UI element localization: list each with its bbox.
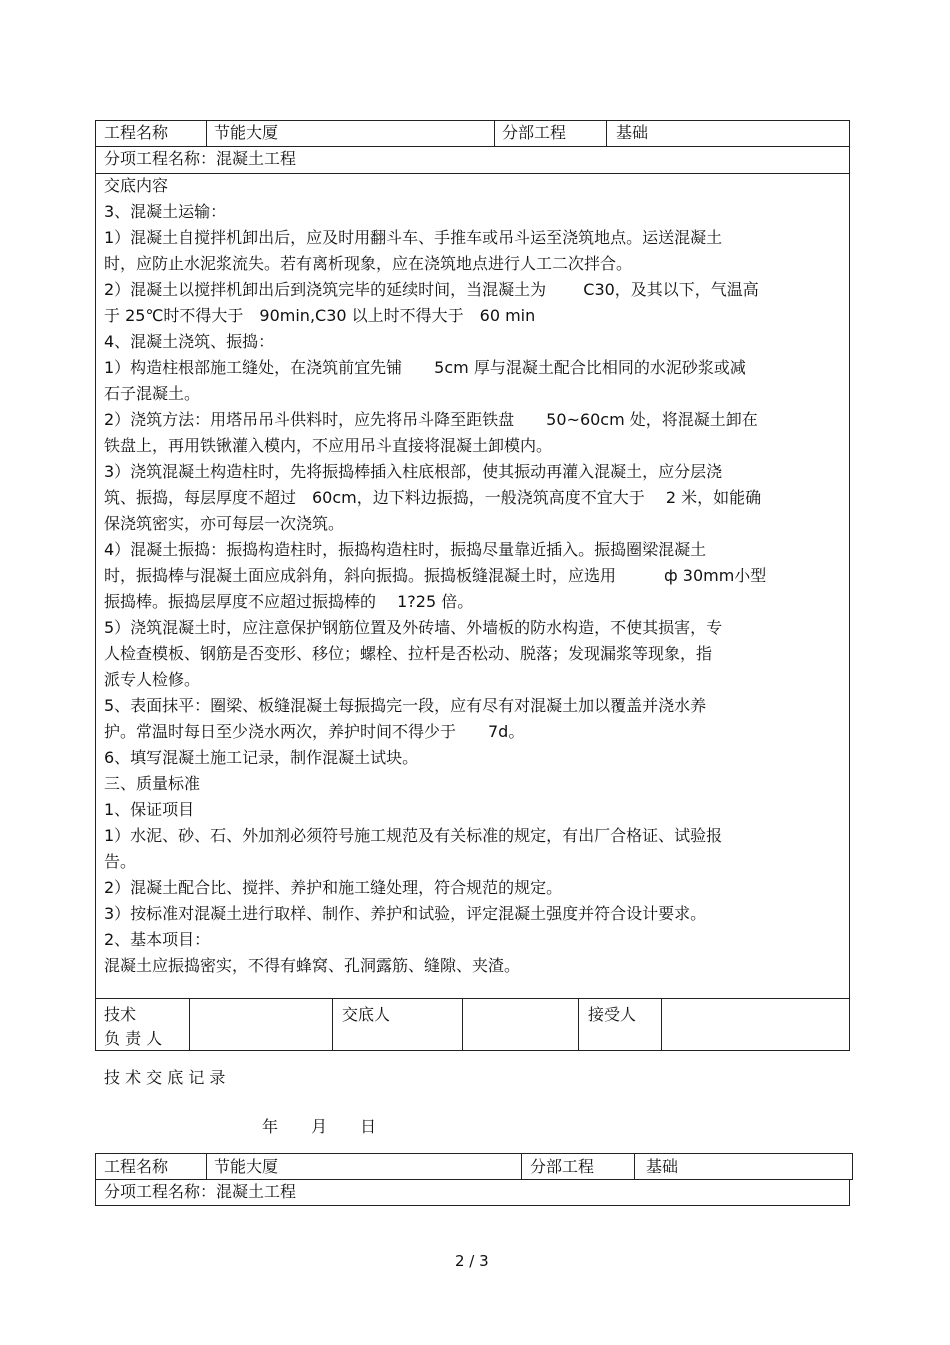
page-number: 2 / 3: [455, 1252, 489, 1270]
column-divider: [332, 998, 333, 1050]
content-line: 2）浇筑方法：用塔吊吊斗供料时，应先将吊斗降至距铁盘 50~60cm 处，将混凝土卸在: [104, 410, 758, 429]
row-divider: [96, 146, 849, 147]
disclosure-table: [95, 120, 850, 1051]
content-line: 三、质量标准: [104, 774, 201, 793]
content-line: 交底内容: [104, 176, 169, 195]
discloser-signature-field[interactable]: [465, 1001, 575, 1047]
content-line: 1、保证项目: [104, 800, 195, 819]
content-line: 铁盘上，再用铁锹灌入模内，不应用吊斗直接将混凝土卸模内。: [104, 436, 553, 455]
project-name-label: 工程名称: [104, 1157, 169, 1176]
content-line: 告。: [104, 852, 137, 871]
column-divider: [206, 1154, 207, 1179]
subitem-name: 分项工程名称：混凝土工程: [104, 149, 297, 168]
content-line: 6、填写混凝土施工记录，制作混凝土试块。: [104, 748, 419, 767]
content-line: 筑、振捣，每层厚度不超过 60cm，边下料边振捣，一般浇筑高度不宜大于 2 米，如能确: [104, 488, 762, 507]
column-divider: [462, 998, 463, 1050]
content-line: 振捣棒。振捣层厚度不应超过振捣棒的 1?25 倍。: [104, 592, 474, 611]
receiver-label: 接受人: [588, 1005, 637, 1024]
division-label: 分部工程: [530, 1157, 595, 1176]
content-line: 1）构造柱根部施工缝处，在浇筑前宜先铺 5cm 厚与混凝土配合比相同的水泥砂浆或减: [104, 358, 746, 377]
column-divider: [206, 121, 207, 146]
content-line: 1）水泥、砂、石、外加剂必须符号施工规范及有关标准的规定，有出厂合格证、试验报: [104, 826, 723, 845]
column-divider: [189, 998, 190, 1050]
content-line: 混凝土应振捣密实，不得有蜂窝、孔洞露筋、缝隙、夹渣。: [104, 956, 521, 975]
column-divider: [578, 998, 579, 1050]
subitem-row: [95, 1179, 850, 1206]
content-line: 4、混凝土浇筑、振捣：: [104, 332, 275, 351]
project-name-label: 工程名称: [104, 123, 169, 142]
column-divider: [494, 121, 495, 146]
tech-lead-label: 负 责 人: [104, 1029, 163, 1048]
tech-lead-label: 技术: [104, 1005, 137, 1024]
date-line: 年 月 日: [262, 1117, 381, 1136]
division-value: 基础: [616, 123, 649, 142]
row-divider: [96, 998, 849, 999]
content-line: 时，应防止水泥浆流失。若有离析现象，应在浇筑地点进行人工二次拌合。: [104, 254, 633, 273]
content-line: 2）混凝土以搅拌机卸出后到浇筑完毕的延续时间，当混凝土为 C30，及其以下，气温高: [104, 280, 759, 299]
content-line: 5）浇筑混凝土时，应注意保护钢筋位置及外砖墙、外墙板的防水构造，不使其损害，专: [104, 618, 723, 637]
receiver-signature-field[interactable]: [664, 1001, 844, 1047]
content-line: 护。常温时每日至少浇水两次，养护时间不得少于 7d。: [104, 722, 525, 741]
record-title: 技 术 交 底 记 录: [104, 1068, 226, 1087]
content-line: 5、表面抹平：圈梁、板缝混凝土每振捣完一段，应有尽有对混凝土加以覆盖并浇水养: [104, 696, 707, 715]
subitem-name: 分项工程名称：混凝土工程: [104, 1182, 297, 1201]
project-name-value: 节能大厦: [214, 123, 279, 142]
content-line: 保浇筑密实，亦可每层一次浇筑。: [104, 514, 345, 533]
tech-lead-signature-field[interactable]: [192, 1001, 328, 1047]
content-line: 人检查模板、钢筋是否变形、移位；螺栓、拉杆是否松动、脱落；发现漏浆等现象，指: [104, 644, 713, 663]
content-line: 4）混凝土振捣：振捣构造柱时，振捣构造柱时，振捣尽量靠近插入。振捣圈梁混凝土: [104, 540, 707, 559]
content-line: 3、混凝土运输：: [104, 202, 227, 221]
content-line: 2）混凝土配合比、搅拌、养护和施工缝处理，符合规范的规定。: [104, 878, 563, 897]
column-divider: [606, 121, 607, 146]
column-divider: [634, 1154, 635, 1179]
column-divider: [521, 1154, 522, 1179]
content-line: 3）浇筑混凝土构造柱时，先将振捣棒插入柱底根部，使其振动再灌入混凝土，应分层浇: [104, 462, 723, 481]
content-line: 于 25℃时不得大于 90min,C30 以上时不得大于 60 min: [104, 306, 536, 325]
column-divider: [661, 998, 662, 1050]
division-label: 分部工程: [502, 123, 567, 142]
division-value: 基础: [646, 1157, 679, 1176]
content-line: 石子混凝土。: [104, 384, 201, 403]
content-line: 派专人检修。: [104, 670, 201, 689]
row-divider: [96, 173, 849, 174]
project-name-value: 节能大厦: [214, 1157, 279, 1176]
discloser-label: 交底人: [342, 1005, 391, 1024]
content-line: 2、基本项目：: [104, 930, 211, 949]
disclosure-table-continued: [95, 1153, 853, 1180]
content-line: 时，振捣棒与混凝土面应成斜角，斜向振捣。振捣板缝混凝土时，应选用 ф 30mm小型: [104, 566, 767, 585]
content-line: 1）混凝土自搅拌机卸出后，应及时用翻斗车、手推车或吊斗运至浇筑地点。运送混凝土: [104, 228, 723, 247]
content-line: 3）按标准对混凝土进行取样、制作、养护和试验，评定混凝土强度并符合设计要求。: [104, 904, 707, 923]
